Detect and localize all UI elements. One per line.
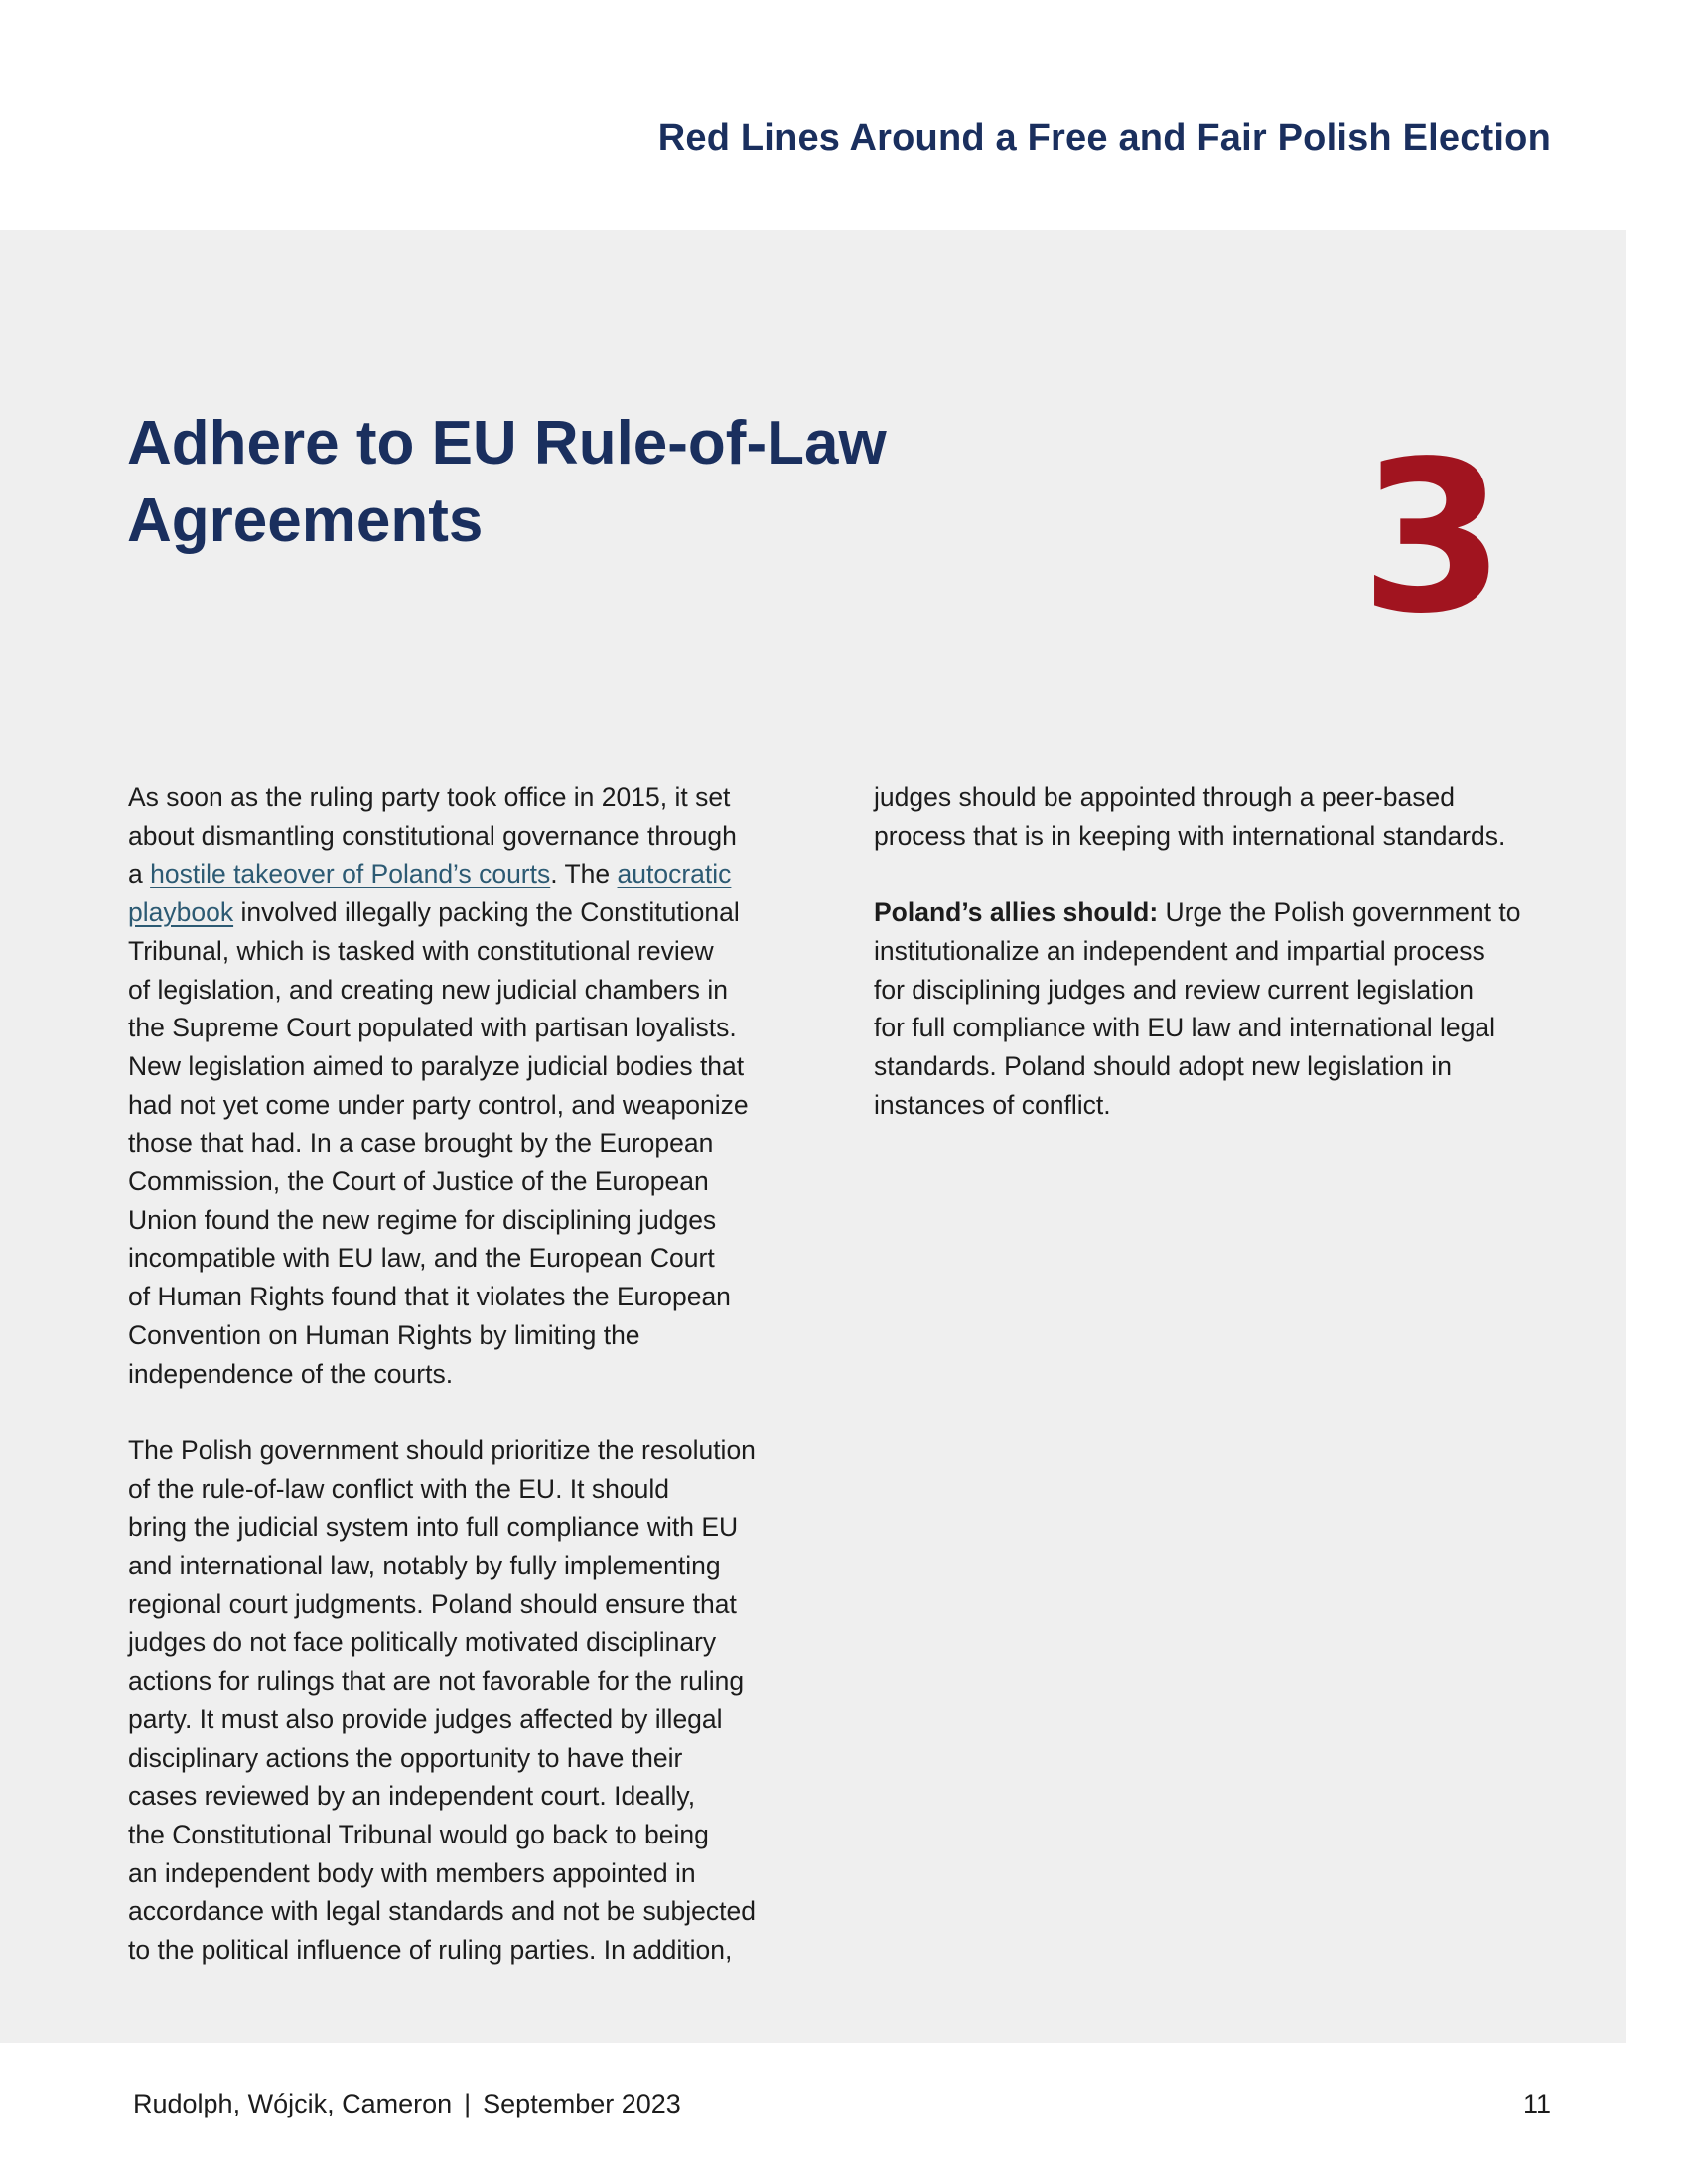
text-line: As soon as the ruling party took office in 2015, it set bbox=[128, 782, 731, 812]
text-line: Tribunal, which is tasked with constitutional review bbox=[128, 935, 714, 966]
text-line: an independent body with members appointed in bbox=[128, 1857, 696, 1888]
text-line: of legislation, and creating new judicial chambers in bbox=[128, 974, 728, 1005]
text-line: Union found the new regime for disciplining judges bbox=[128, 1204, 717, 1235]
text-line: instances of conflict. bbox=[874, 1089, 1111, 1120]
autocratic-playbook-link[interactable]: autocratic bbox=[617, 859, 732, 889]
allies-label: Poland’s allies should: bbox=[874, 897, 1159, 928]
paragraph-gap bbox=[128, 1393, 813, 1432]
text-line: bring the judicial system into full compliance with EU bbox=[128, 1512, 739, 1543]
footer-date: September 2023 bbox=[483, 2089, 681, 2118]
text-line bbox=[128, 855, 813, 893]
footer-authors: Rudolph, Wójcik, Cameron bbox=[133, 2089, 453, 2118]
text-line: The Polish government should prioritize the resolution bbox=[128, 1434, 756, 1465]
text-fragment: . The bbox=[550, 859, 618, 889]
text-line: Convention on Human Rights by limiting the bbox=[128, 1319, 640, 1350]
text-line: standards. Poland should adopt new legislation in bbox=[874, 1050, 1452, 1081]
text-line: Commission, the Court of Justice of the European bbox=[128, 1166, 709, 1197]
content-panel bbox=[0, 230, 1626, 2043]
text-line: about dismantling constitutional governance through bbox=[128, 820, 737, 851]
text-line: incompatible with EU law, and the European Court bbox=[128, 1243, 715, 1274]
text-line bbox=[874, 893, 1559, 932]
section-title-line: Adhere to EU Rule-of-Law bbox=[127, 409, 887, 478]
text-line: to the political influence of ruling parties. In addition, bbox=[128, 1935, 733, 1966]
text-fragment: a bbox=[128, 859, 151, 889]
text-line: had not yet come under party control, and weaponize bbox=[128, 1089, 749, 1120]
right-column bbox=[874, 778, 1559, 1124]
section-number: 3 bbox=[1360, 416, 1506, 659]
text-line: the Supreme Court populated with partisan loyalists. bbox=[128, 1013, 737, 1043]
hostile-takeover-link[interactable]: hostile takeover of Poland’s courts bbox=[150, 859, 551, 889]
text-line: party. It must also provide judges affected by illegal bbox=[128, 1704, 723, 1734]
text-line: New legislation aimed to paralyze judicial bodies that bbox=[128, 1050, 745, 1081]
text-line: institutionalize an independent and impartial process bbox=[874, 935, 1485, 966]
text-line: regional court judgments. Poland should ensure that bbox=[128, 1588, 737, 1619]
text-fragment: involved illegally packing the Constitutional bbox=[233, 897, 740, 928]
text-line: judges do not face politically motivated disciplinary bbox=[128, 1627, 717, 1658]
text-line: of Human Rights found that it violates the European bbox=[128, 1282, 731, 1312]
text-line: independence of the courts. bbox=[128, 1358, 454, 1389]
running-header-title: Red Lines Around a Free and Fair Polish Election bbox=[657, 117, 1551, 159]
page-number: 11 bbox=[1522, 2089, 1551, 2118]
text-line: for full compliance with EU law and international legal bbox=[874, 1013, 1496, 1043]
left-column bbox=[128, 778, 813, 1970]
text-line: and international law, notably by fully implementing bbox=[128, 1551, 721, 1581]
footer-citation bbox=[133, 2089, 681, 2119]
text-line: those that had. In a case brought by the European bbox=[128, 1128, 714, 1159]
text-fragment: Urge the Polish government to bbox=[1158, 897, 1521, 928]
section-title-line: Agreements bbox=[127, 486, 484, 555]
text-line: disciplinary actions the opportunity to have their bbox=[128, 1742, 683, 1773]
paragraph-gap bbox=[874, 855, 1559, 893]
text-line: process that is in keeping with international standards. bbox=[874, 820, 1506, 851]
autocratic-playbook-link-continued[interactable]: playbook bbox=[128, 897, 234, 928]
text-line: cases reviewed by an independent court. Ideally, bbox=[128, 1781, 696, 1812]
text-line: for disciplining judges and review current legislation bbox=[874, 974, 1474, 1005]
text-line bbox=[128, 893, 813, 932]
text-line: accordance with legal standards and not be subjected bbox=[128, 1896, 757, 1927]
text-line: of the rule-of-law conflict with the EU. It should bbox=[128, 1473, 669, 1504]
text-line: judges should be appointed through a peer-based bbox=[874, 782, 1455, 812]
text-line: the Constitutional Tribunal would go back to being bbox=[128, 1819, 709, 1849]
section-title bbox=[127, 405, 1021, 560]
text-line: actions for rulings that are not favorable for the ruling bbox=[128, 1666, 745, 1697]
footer-separator: | bbox=[464, 2089, 472, 2118]
